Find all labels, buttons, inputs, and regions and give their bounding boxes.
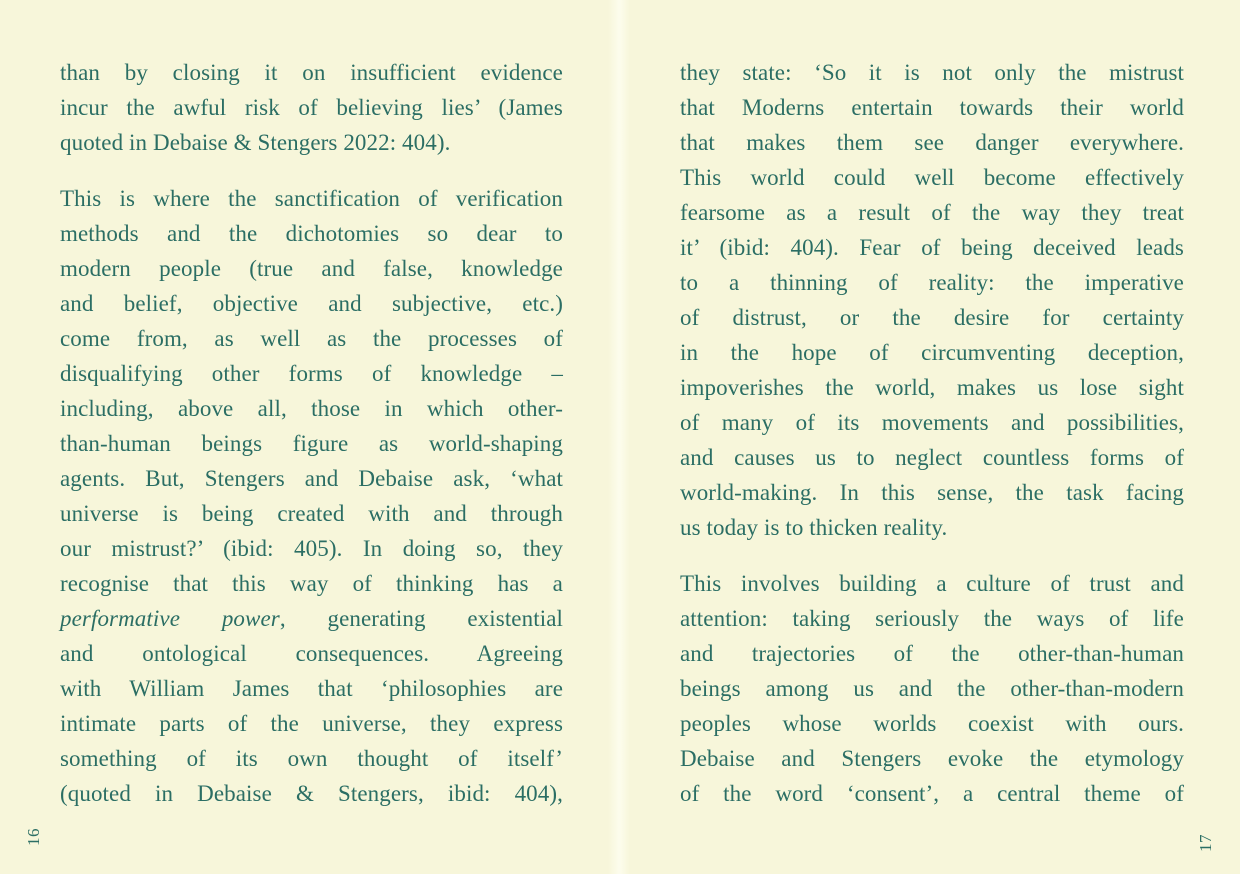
text-line: incur the awful risk of believing lies’ (James [60, 95, 563, 120]
text-line: fearsome as a result of the way they treat [680, 200, 1184, 225]
text-line: This world could well become effectively [680, 165, 1184, 190]
text-line: This involves building a culture of trust and [680, 571, 1184, 596]
text-line: that Moderns entertain towards their world [680, 95, 1184, 120]
text-line: including, above all, those in which other- [60, 396, 563, 421]
text-line: modern people (true and false, knowledge [60, 256, 563, 281]
text-line: and belief, objective and subjective, etc.) [60, 291, 563, 316]
text-line: world-making. In this sense, the task facing [680, 480, 1184, 505]
text-line: and trajectories of the other-than-human [680, 641, 1184, 666]
paragraph [60, 55, 563, 160]
text-line: Debaise and Stengers evoke the etymology [680, 746, 1184, 771]
paragraph [680, 55, 1184, 545]
text-line: peoples whose worlds coexist with ours. [680, 711, 1184, 736]
text-line: quoted in Debaise & Stengers 2022: 404). [60, 130, 451, 155]
italic-phrase: performative power [60, 606, 280, 631]
text-line: something of its own thought of itself’ [60, 746, 563, 771]
text-line: us today is to thicken reality. [680, 515, 948, 540]
text-segment: , generating existential [279, 606, 563, 631]
page-gutter-fold [608, 0, 630, 874]
text-line: than by closing it on insufficient evidence [60, 60, 563, 85]
paragraph [60, 181, 563, 811]
text-line: our mistrust?’ (ibid: 405). In doing so, they [60, 536, 563, 561]
text-line-with-italic [60, 601, 563, 636]
text-line: intimate parts of the universe, they express [60, 711, 563, 736]
text-line: impoverishes the world, makes us lose sight [680, 375, 1184, 400]
paragraph [680, 566, 1184, 811]
text-line: methods and the dichotomies so dear to [60, 221, 563, 246]
text-line: of many of its movements and possibilities, [680, 410, 1184, 435]
text-line: of the word ‘consent’, a central theme of [680, 781, 1184, 806]
text-line: they state: ‘So it is not only the mistrust [680, 60, 1184, 85]
text-line: and ontological consequences. Agreeing [60, 641, 563, 666]
page-number-left: 16 [24, 828, 43, 846]
text-line: and causes us to neglect countless forms of [680, 445, 1184, 470]
text-line: that makes them see danger everywhere. [680, 130, 1184, 155]
text-line: recognise that this way of thinking has a [60, 571, 563, 596]
text-line: beings among us and the other-than-modern [680, 676, 1184, 701]
text-line: than-human beings figure as world-shaping [60, 431, 563, 456]
text-line: it’ (ibid: 404). Fear of being deceived leads [680, 235, 1184, 260]
left-page-text [60, 55, 563, 811]
text-line: universe is being created with and through [60, 501, 563, 526]
text-line: with William James that ‘philosophies are [60, 676, 563, 701]
text-line: disqualifying other forms of knowledge – [60, 361, 563, 386]
text-line: attention: taking seriously the ways of life [680, 606, 1184, 631]
text-line: come from, as well as the processes of [60, 326, 563, 351]
right-page-text [680, 55, 1184, 811]
text-line: (quoted in Debaise & Stengers, ibid: 404), [60, 781, 563, 806]
text-line: in the hope of circumventing deception, [680, 340, 1184, 365]
text-line: to a thinning of reality: the imperative [680, 270, 1184, 295]
text-line: This is where the sanctification of verification [60, 186, 563, 211]
text-line: agents. But, Stengers and Debaise ask, ‘what [60, 466, 563, 491]
page-number-right: 17 [1196, 834, 1215, 852]
text-line: of distrust, or the desire for certainty [680, 305, 1184, 330]
